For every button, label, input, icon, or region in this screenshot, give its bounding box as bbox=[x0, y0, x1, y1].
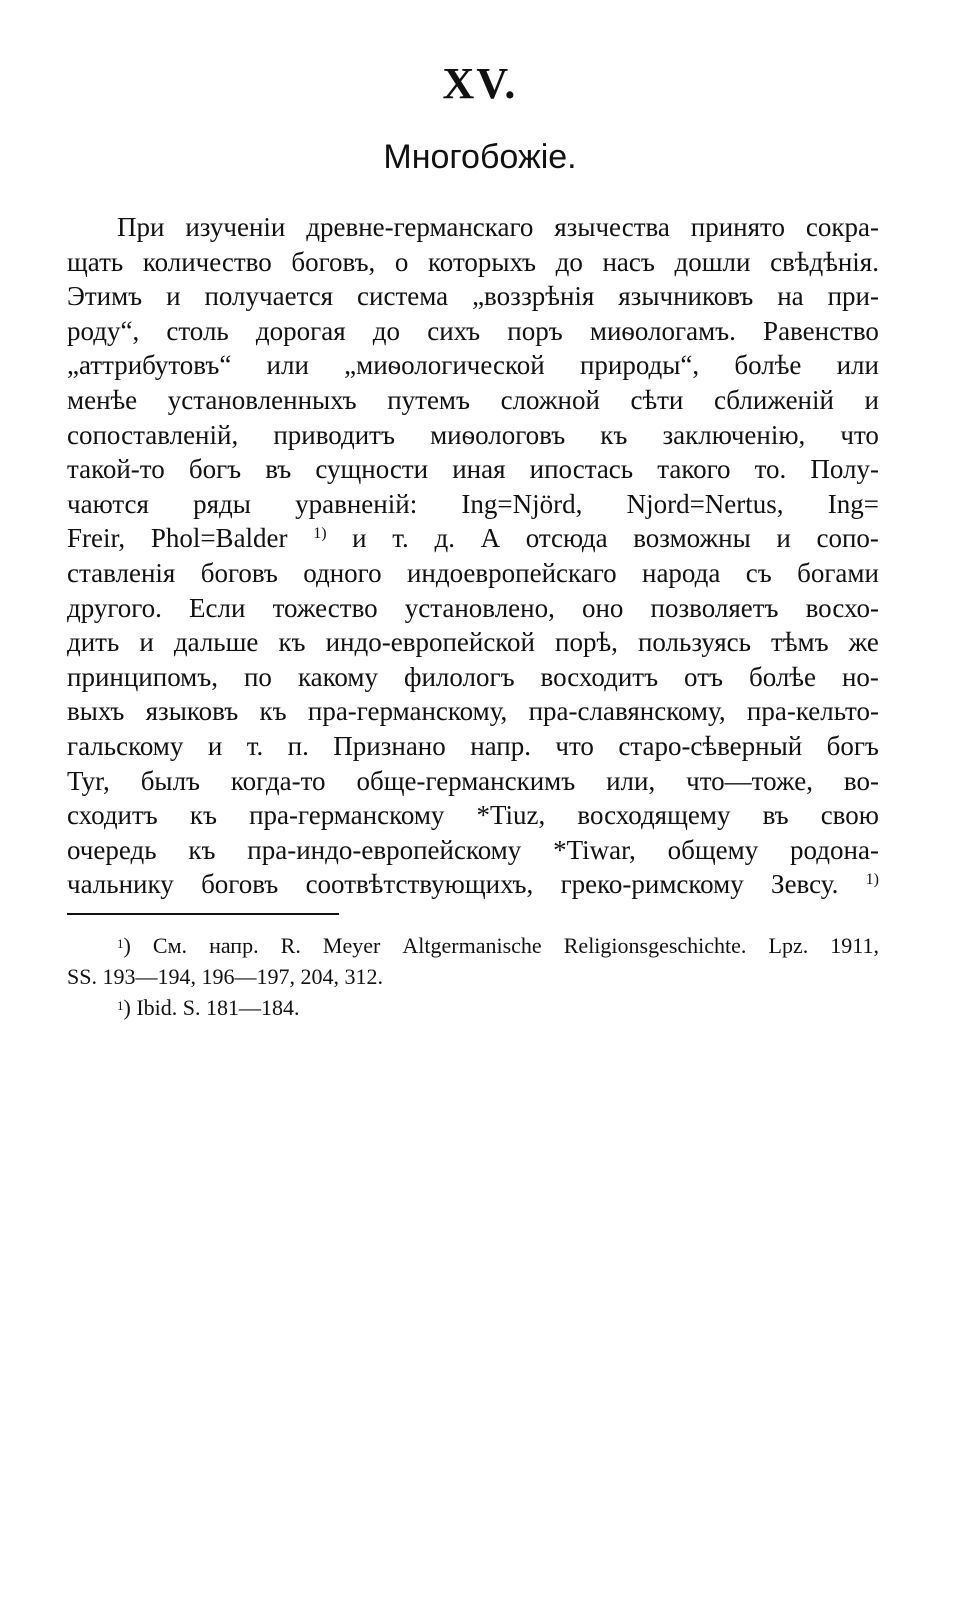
word: пра-германскому bbox=[249, 800, 445, 831]
word: и bbox=[864, 384, 879, 415]
word: получается bbox=[204, 281, 334, 312]
word: и bbox=[207, 730, 223, 761]
word: порѣ, bbox=[555, 627, 618, 658]
footnote-1-line-1 bbox=[67, 930, 879, 961]
word: общему bbox=[667, 834, 759, 865]
word: во- bbox=[843, 765, 879, 796]
word: Altgermanische bbox=[402, 933, 542, 958]
word: къ bbox=[600, 419, 628, 450]
word: иная bbox=[452, 454, 506, 485]
word: т. bbox=[246, 730, 264, 761]
footnote-ref: 1) bbox=[865, 871, 879, 889]
word: какому bbox=[297, 661, 378, 692]
word: и bbox=[776, 523, 791, 554]
word: *Tiuz, bbox=[476, 800, 546, 831]
word: боговъ, bbox=[291, 246, 376, 277]
text-line bbox=[67, 591, 879, 626]
word: Freir, bbox=[67, 523, 126, 554]
word: принято bbox=[690, 212, 785, 242]
word: Phol=Balder bbox=[150, 523, 288, 554]
word: что—тоже, bbox=[686, 765, 813, 796]
text-line bbox=[67, 210, 879, 245]
text-line bbox=[67, 833, 879, 868]
word: до bbox=[372, 315, 401, 346]
word: сихъ bbox=[427, 315, 481, 346]
text-line bbox=[67, 798, 879, 833]
word: богами bbox=[797, 557, 879, 588]
word: что bbox=[555, 730, 594, 761]
word: но- bbox=[841, 661, 879, 692]
word: и bbox=[352, 523, 367, 554]
word: напр. bbox=[470, 730, 531, 761]
word: и bbox=[166, 281, 181, 312]
word: индо-европейской bbox=[325, 627, 535, 658]
word: одного bbox=[303, 557, 382, 588]
word: свѣдѣнія. bbox=[770, 246, 879, 277]
word: что bbox=[840, 419, 879, 450]
footnote-2: $^1$) Ibid. S. 181—184. bbox=[117, 995, 300, 1020]
word: индоевропейскаго bbox=[406, 557, 617, 588]
text-line bbox=[67, 279, 879, 314]
word: пра-кельто- bbox=[746, 696, 879, 727]
word: 1911, bbox=[830, 933, 879, 958]
text-line bbox=[67, 660, 879, 695]
text-line bbox=[67, 764, 879, 799]
word: установлено, bbox=[404, 592, 555, 623]
word: родона- bbox=[790, 834, 879, 865]
word: Если bbox=[189, 592, 246, 623]
word: до bbox=[555, 246, 583, 277]
word: языковъ bbox=[145, 696, 239, 727]
footnote-ref-wrap bbox=[313, 521, 326, 556]
word: столь bbox=[166, 315, 229, 346]
text-line-with-footnote-ref bbox=[67, 867, 879, 902]
text-line bbox=[67, 383, 879, 418]
word: поръ bbox=[507, 315, 563, 346]
word: Этимъ bbox=[67, 281, 143, 312]
word: Religionsgeschichte. bbox=[563, 933, 747, 958]
word: путемъ bbox=[387, 384, 470, 415]
word: греко-римскому bbox=[560, 869, 744, 900]
word: Ing= bbox=[827, 488, 879, 519]
word: Равенство bbox=[763, 315, 879, 346]
word: богъ bbox=[826, 730, 879, 761]
word: заключенію, bbox=[662, 419, 806, 450]
word: д. bbox=[434, 523, 455, 554]
word: приводитъ bbox=[273, 419, 395, 450]
word: боговъ bbox=[201, 869, 279, 900]
word: Ing=Njörd, bbox=[461, 488, 583, 519]
text-line bbox=[67, 729, 879, 764]
word: въ bbox=[265, 454, 292, 485]
word: ипостась bbox=[529, 454, 634, 485]
word: „воззрѣнія bbox=[472, 281, 595, 312]
word: дорогая bbox=[255, 315, 346, 346]
text-line-with-footnote-ref bbox=[67, 521, 879, 556]
word: же bbox=[848, 627, 879, 658]
word: щать bbox=[67, 246, 124, 277]
word: п. bbox=[287, 730, 309, 761]
word: то. bbox=[754, 454, 787, 485]
word: сближеній bbox=[713, 384, 834, 415]
word: дошли bbox=[674, 246, 751, 277]
word: былъ bbox=[140, 765, 201, 796]
word: при- bbox=[827, 281, 879, 312]
word: Tyr, bbox=[67, 765, 110, 796]
word: позволяетъ bbox=[650, 592, 779, 623]
word: т. bbox=[392, 523, 409, 554]
word: пра-славянскому, bbox=[528, 696, 726, 727]
word: сопоставленій, bbox=[67, 419, 239, 450]
word: когда-то bbox=[230, 765, 326, 796]
word: принципомъ, bbox=[67, 661, 218, 692]
text-line bbox=[67, 452, 879, 487]
word: сущности bbox=[315, 454, 429, 485]
word: ряды bbox=[193, 488, 251, 519]
word: чальнику bbox=[67, 869, 174, 900]
word: насъ bbox=[602, 246, 655, 277]
text-line bbox=[67, 556, 879, 591]
word: въ bbox=[762, 800, 789, 831]
word: боговъ bbox=[200, 557, 278, 588]
word: къ bbox=[259, 696, 287, 727]
word: напр. bbox=[209, 933, 259, 958]
word: выхъ bbox=[67, 696, 125, 727]
word: о bbox=[394, 246, 409, 277]
word: При bbox=[117, 212, 165, 242]
word: пра-германскому, bbox=[307, 696, 508, 727]
word: оно bbox=[581, 592, 624, 623]
word: филологъ bbox=[403, 661, 515, 692]
word: восходящему bbox=[577, 800, 731, 831]
word: сопо- bbox=[816, 523, 879, 554]
word: отсюда bbox=[525, 523, 608, 554]
word: свою bbox=[820, 800, 879, 831]
word: Meyer bbox=[322, 933, 381, 958]
word: пра-индо-европейскому bbox=[247, 834, 522, 865]
word: Njord=Nertus, bbox=[626, 488, 784, 519]
word: или bbox=[836, 350, 879, 381]
word: старо-сѣверный bbox=[618, 730, 803, 761]
word: гальскому bbox=[67, 730, 184, 761]
word: миѳологовъ bbox=[430, 419, 566, 450]
word: такого bbox=[657, 454, 731, 485]
word: къ bbox=[188, 834, 216, 865]
word: къ bbox=[189, 800, 217, 831]
word: А bbox=[480, 523, 501, 554]
word: установленныхъ bbox=[167, 384, 357, 415]
word: восхо- bbox=[805, 592, 879, 623]
text-line bbox=[67, 314, 879, 349]
word: соотвѣтствующихъ, bbox=[305, 869, 534, 900]
text-line bbox=[67, 418, 879, 453]
word: язычества bbox=[554, 212, 670, 242]
text-line bbox=[67, 694, 879, 729]
word: „миѳологической bbox=[344, 350, 545, 381]
word: на bbox=[777, 281, 804, 312]
word: дальше bbox=[173, 627, 259, 658]
word: пользуясь bbox=[637, 627, 751, 658]
word: чаются bbox=[67, 488, 149, 519]
word: ставленія bbox=[67, 557, 176, 588]
word: „аттрибутовъ“ bbox=[67, 350, 232, 381]
word: *Tiwar, bbox=[553, 834, 636, 865]
footnote-separator bbox=[67, 913, 339, 915]
text-line bbox=[67, 625, 879, 660]
word: Зевсу. bbox=[771, 869, 839, 900]
word: древне-германскаго bbox=[306, 212, 534, 242]
word: очередь bbox=[67, 834, 157, 865]
word: и bbox=[139, 627, 154, 658]
word: язычниковъ bbox=[618, 281, 754, 312]
word: богъ bbox=[188, 454, 242, 485]
footnote-1-line-2: SS. 193—194, 196—197, 204, 312. bbox=[67, 964, 383, 989]
word: съ bbox=[745, 557, 772, 588]
word: менѣе bbox=[67, 384, 138, 415]
footnote-ref: 1) bbox=[313, 525, 327, 543]
word: народа bbox=[642, 557, 721, 588]
body-paragraph bbox=[67, 210, 879, 902]
word: болѣе bbox=[748, 661, 816, 692]
word: дить bbox=[67, 627, 120, 658]
word: сложной bbox=[500, 384, 600, 415]
word: восходитъ bbox=[540, 661, 659, 692]
footnotes bbox=[67, 930, 879, 1023]
word: роду“, bbox=[67, 315, 140, 346]
word: по bbox=[243, 661, 272, 692]
word: миѳологамъ. bbox=[589, 315, 736, 346]
word: къ bbox=[278, 627, 306, 658]
word: сѣти bbox=[630, 384, 684, 415]
word: См. bbox=[152, 933, 187, 958]
word: Признано bbox=[333, 730, 446, 761]
word: возможны bbox=[633, 523, 751, 554]
chapter-title: Многобожіе. bbox=[383, 138, 577, 176]
word: которыхъ bbox=[428, 246, 536, 277]
word: Полу- bbox=[810, 454, 879, 485]
footnote-marker: $^1$) bbox=[117, 933, 131, 958]
word: или bbox=[266, 350, 309, 381]
word: отъ bbox=[684, 661, 723, 692]
word: обще-германскимъ bbox=[356, 765, 576, 796]
chapter-number: XV. bbox=[442, 59, 518, 108]
word: R. bbox=[280, 933, 301, 958]
word: уравненій: bbox=[295, 488, 418, 519]
text-line bbox=[67, 348, 879, 383]
word: такой-то bbox=[67, 454, 165, 485]
word: Lpz. bbox=[768, 933, 809, 958]
word: изученіи bbox=[185, 212, 286, 242]
word: сокра- bbox=[805, 212, 879, 242]
text-line bbox=[67, 487, 879, 522]
word: сходитъ bbox=[67, 800, 158, 831]
word: тожество bbox=[272, 592, 378, 623]
footnote-marker: $^1$) bbox=[117, 995, 131, 1020]
text-line bbox=[67, 245, 879, 280]
word: система bbox=[357, 281, 449, 312]
word: природы“, bbox=[579, 350, 700, 381]
word: тѣмъ bbox=[771, 627, 829, 658]
word: другого. bbox=[67, 592, 162, 623]
word: болѣе bbox=[734, 350, 802, 381]
word: или, bbox=[606, 765, 656, 796]
word: количество bbox=[142, 246, 272, 277]
